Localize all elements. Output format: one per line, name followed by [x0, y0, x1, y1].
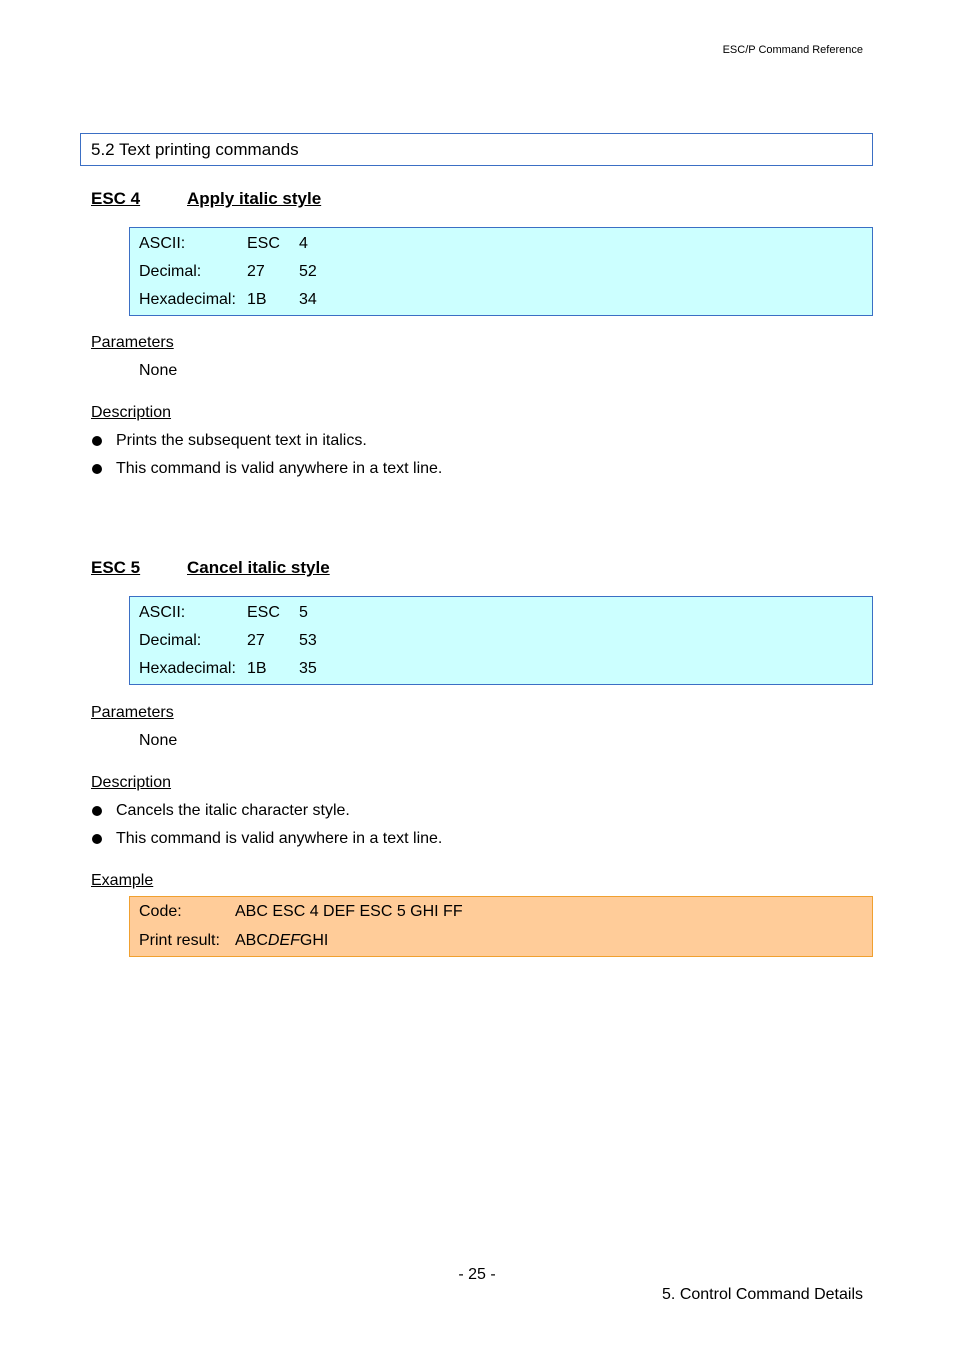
ascii-value-2: 4 — [299, 235, 308, 252]
example-heading: Example — [91, 872, 154, 889]
result-normal-text: GHI — [299, 932, 329, 949]
parameters-heading: Parameters — [91, 704, 174, 721]
hex-value-2: 35 — [299, 660, 317, 677]
footer-chapter: 5. Control Command Details — [662, 1286, 863, 1303]
command-code: ESC 5 — [91, 558, 141, 577]
result-normal-text: ABC — [235, 932, 268, 949]
decimal-label: Decimal: — [139, 632, 202, 649]
command-code-table — [129, 596, 873, 685]
command-name: Apply italic style — [187, 189, 322, 208]
header-reference: ESC/P Command Reference — [722, 44, 863, 56]
parameters-value: None — [139, 362, 178, 379]
description-item — [91, 802, 350, 820]
description-text: Prints the subsequent text in italics. — [116, 432, 367, 449]
decimal-value-2: 52 — [299, 263, 317, 280]
parameters-value: None — [139, 732, 178, 749]
bullet-icon — [92, 464, 102, 474]
bullet-icon — [92, 436, 102, 446]
example-box — [129, 896, 873, 957]
description-text: Cancels the italic character style. — [116, 802, 350, 819]
description-item — [91, 460, 442, 478]
decimal-value-1: 27 — [247, 632, 265, 649]
ascii-label: ASCII: — [139, 235, 186, 252]
hex-label: Hexadecimal: — [139, 660, 236, 677]
example-result-value — [235, 932, 328, 950]
bullet-icon — [92, 806, 102, 816]
hex-value-1: 1B — [247, 291, 267, 308]
description-item — [91, 432, 367, 450]
example-code-label: Code: — [139, 903, 182, 920]
page-number: - 25 - — [458, 1266, 496, 1283]
description-text: This command is valid anywhere in a text line. — [116, 460, 443, 477]
command-code: ESC 4 — [91, 189, 141, 208]
description-heading: Description — [91, 774, 172, 791]
hex-label: Hexadecimal: — [139, 291, 236, 308]
section-title: 5.2 Text printing commands — [91, 140, 299, 159]
command-name: Cancel italic style — [187, 558, 330, 577]
ascii-value-1: ESC — [247, 235, 280, 252]
ascii-value-2: 5 — [299, 604, 308, 621]
description-text: This command is valid anywhere in a text line. — [116, 830, 443, 847]
command-code-table — [129, 227, 873, 316]
decimal-label: Decimal: — [139, 263, 202, 280]
bullet-icon — [92, 834, 102, 844]
ascii-value-1: ESC — [247, 604, 280, 621]
decimal-value-1: 27 — [247, 263, 265, 280]
example-result-label: Print result: — [139, 932, 220, 949]
example-code-value: ABC ESC 4 DEF ESC 5 GHI FF — [235, 903, 463, 920]
ascii-label: ASCII: — [139, 604, 186, 621]
section-title-box — [80, 133, 873, 166]
decimal-value-2: 53 — [299, 632, 317, 649]
result-italic-text: DEF — [267, 932, 300, 949]
description-item — [91, 830, 442, 848]
hex-value-1: 1B — [247, 660, 267, 677]
description-heading: Description — [91, 404, 172, 421]
parameters-heading: Parameters — [91, 334, 174, 351]
hex-value-2: 34 — [299, 291, 317, 308]
